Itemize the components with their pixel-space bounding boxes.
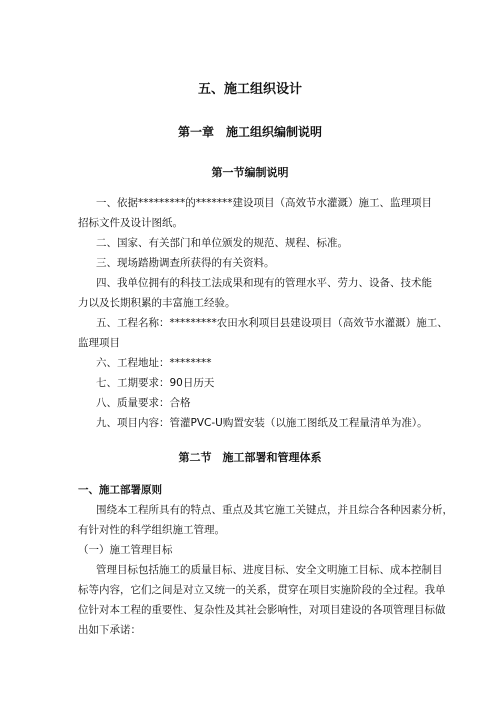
section1-line-11: 八、质量要求：合格 — [96, 397, 191, 409]
section2-para2-line-2: 标等内容，它们之间是对立又统一的关系，贯穿在项目实施阶段的全过程。我单 — [78, 584, 446, 596]
section1-line-3: 二、国家、有关部门和单位颁发的规范、规程、标准。 — [96, 237, 348, 249]
section1-line-4: 三、现场踏勘调查所获得的有关资料。 — [96, 257, 275, 269]
section1-line-9: 六、工程地址：******** — [96, 357, 212, 369]
section1-line-5: 四、我单位拥有的科技工法成果和现有的管理水平、劳力、设备、技术能 — [96, 277, 432, 289]
section2-para1-line-2: 有针对性的科学组织施工管理。 — [78, 524, 225, 536]
section1-line-7: 五、工程名称：*********农田水利项目县建设项目（高效节水灌溉）施工、 — [96, 317, 448, 329]
section2-heading: 第二节 施工部署和管理体系 — [178, 451, 322, 464]
section2-subsubheading: （一）施工管理目标 — [78, 544, 173, 556]
section1-line-8: 监理项目 — [78, 337, 120, 349]
section2-para2-line-1: 管理目标包括施工的质量目标、进度目标、安全文明施工目标、成本控制目 — [96, 564, 443, 576]
section1-line-6: 力以及长期积累的丰富施工经验。 — [78, 297, 236, 309]
section1-line-2: 招标文件及设计图纸。 — [78, 217, 183, 229]
section1-line-12: 九、项目内容：管灌PVC-U购置安装（以施工图纸及工程量清单为准）。 — [96, 417, 428, 429]
chapter-heading: 第一章 施工组织编制说明 — [177, 125, 322, 139]
section2-para2-line-3: 位针对本工程的重要性、复杂性及其社会影响性，对项目建设的各项管理目标做 — [78, 604, 446, 616]
section1-line-1: 一、依据*********的*******建设项目（高效节水灌溉）施工、监理项目 — [96, 197, 432, 209]
document-title: 五、施工组织设计 — [197, 82, 302, 97]
section1-heading: 第一节编制说明 — [211, 166, 289, 179]
section2-para1-line-1: 围绕本工程所具有的特点、重点及其它施工关键点，并且综合各种因素分析， — [96, 504, 453, 516]
section1-line-10: 七、工期要求：90日历天 — [96, 377, 215, 389]
section2-para2-line-4: 出如下承诺： — [78, 624, 141, 636]
section2-subheading: 一、施工部署原则 — [78, 484, 162, 496]
